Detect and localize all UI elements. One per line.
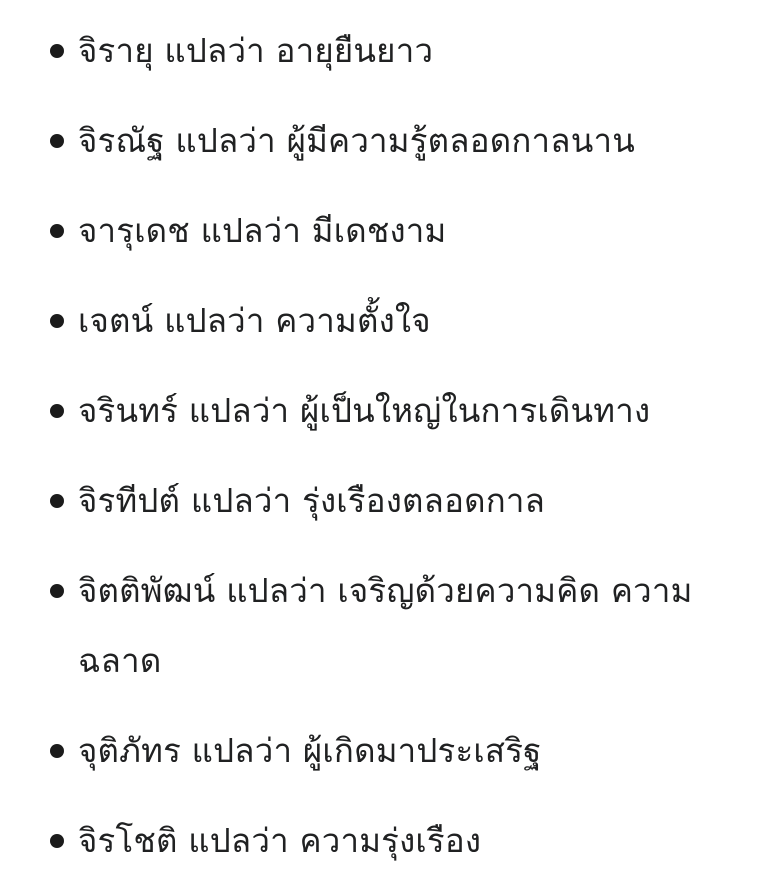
list-item-text: จิตติพัฒน์ แปลว่า เจริญด้วยความคิด ความฉลาด	[78, 571, 693, 680]
bullet-icon	[50, 224, 64, 238]
list-item	[78, 196, 732, 266]
list-item	[78, 376, 732, 446]
list-item-text: จรินทร์ แปลว่า ผู้เป็นใหญ่ในการเดินทาง	[78, 391, 651, 430]
list-item-text: เจตน์ แปลว่า ความตั้งใจ	[78, 301, 431, 340]
list-item-text: จารุเดช แปลว่า มีเดชงาม	[78, 211, 447, 250]
bullet-icon	[50, 404, 64, 418]
list-item-text: จิรายุ แปลว่า อายุยืนยาว	[78, 31, 434, 70]
bullet-icon	[50, 834, 64, 848]
list-item	[78, 466, 732, 536]
list-item	[78, 286, 732, 356]
list-item	[78, 16, 732, 86]
bullet-icon	[50, 494, 64, 508]
list-item-text: จิรณัฐ แปลว่า ผู้มีความรู้ตลอดกาลนาน	[78, 121, 635, 160]
list-item	[78, 106, 732, 176]
bullet-icon	[50, 314, 64, 328]
list-item-text: จุติภัทร แปลว่า ผู้เกิดมาประเสริฐ	[78, 731, 542, 770]
list-item	[78, 806, 732, 876]
list-item-text: จิรโชติ แปลว่า ความรุ่งเรือง	[78, 821, 482, 860]
bullet-icon	[50, 44, 64, 58]
bullet-icon	[50, 744, 64, 758]
list-item-text: จิรทีปต์ แปลว่า รุ่งเรืองตลอดกาล	[78, 481, 546, 520]
bullet-icon	[50, 134, 64, 148]
bullet-icon	[50, 584, 64, 598]
list-item	[78, 716, 732, 786]
list-item	[78, 556, 732, 696]
